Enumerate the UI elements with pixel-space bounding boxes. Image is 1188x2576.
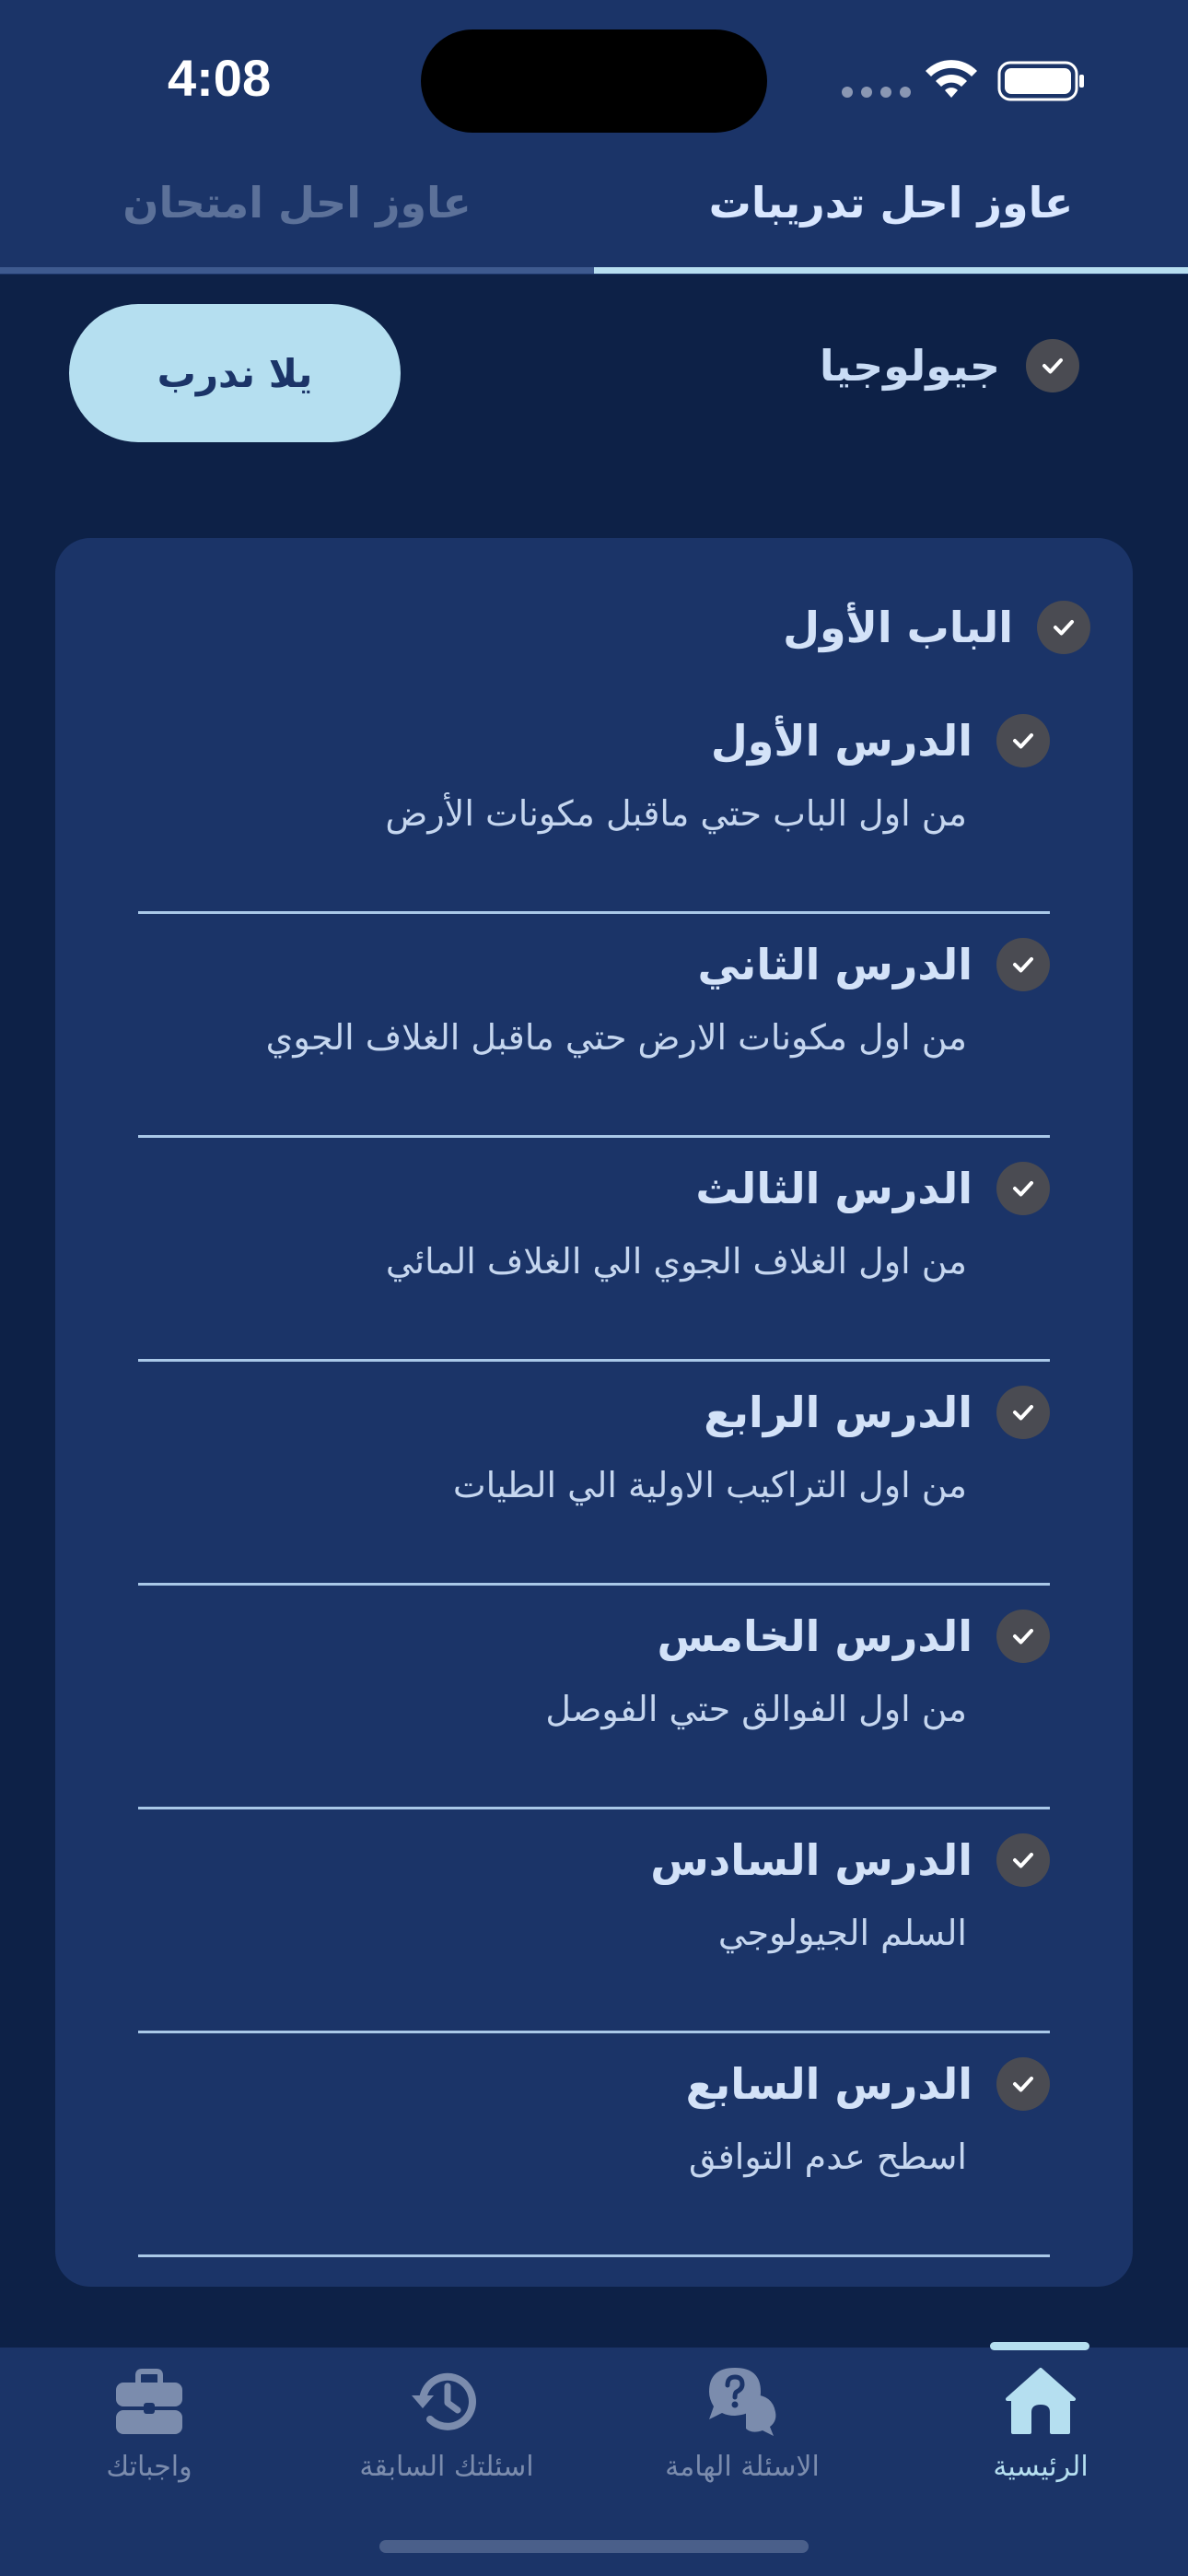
lesson-title: الدرس الرابع <box>704 1388 973 1437</box>
lesson-description: من اول الغلاف الجوي الي الغلاف المائي <box>385 1241 967 1282</box>
lesson-item[interactable] <box>138 914 1050 1138</box>
check-circle-icon <box>996 1833 1050 1887</box>
history-icon <box>410 2364 483 2438</box>
home-indicator[interactable] <box>379 2540 809 2553</box>
lesson-description: من اول التراكيب الاولية الي الطيات <box>452 1465 967 1505</box>
lesson-item[interactable] <box>138 1809 1050 2033</box>
check-circle-icon <box>1037 601 1090 654</box>
lesson-description: السلم الجيولوجي <box>717 1913 967 1953</box>
chapter-header[interactable] <box>783 601 1090 654</box>
nav-label-important-questions: الاسئلة الهامة <box>665 2451 820 2483</box>
tab-exercises[interactable]: عاوز احل تدريبات <box>708 178 1074 228</box>
nav-label-previous-questions: اسئلتك السابقة <box>359 2451 534 2483</box>
check-circle-icon <box>1026 339 1079 392</box>
lesson-title: الدرس الثاني <box>697 940 973 989</box>
check-circle-icon <box>996 714 1050 767</box>
check-circle-icon <box>996 1162 1050 1215</box>
nav-active-indicator <box>990 2342 1089 2350</box>
check-circle-icon <box>996 938 1050 991</box>
nav-item-homework[interactable] <box>11 2364 287 2483</box>
lesson-item[interactable] <box>138 1586 1050 1809</box>
nav-item-important-questions[interactable] <box>604 2364 880 2483</box>
lesson-description: من اول الفوالق حتي الفوصل <box>545 1689 967 1729</box>
lesson-item[interactable] <box>138 2033 1050 2257</box>
dynamic-island <box>421 29 767 133</box>
lesson-description: من اول الباب حتي ماقبل مكونات الأرض <box>385 793 967 834</box>
tab-exam[interactable]: عاوز احل امتحان <box>122 178 472 228</box>
nav-item-previous-questions[interactable] <box>309 2364 585 2483</box>
lesson-description: من اول مكونات الارض حتي ماقبل الغلاف الجوي <box>265 1017 967 1058</box>
chapter-label: الباب الأول <box>783 603 1013 652</box>
tab-underline-inactive <box>0 267 594 274</box>
check-circle-icon <box>996 1386 1050 1439</box>
nav-label-home: الرئيسية <box>993 2451 1089 2483</box>
check-circle-icon <box>996 1610 1050 1663</box>
lesson-item[interactable] <box>138 690 1050 914</box>
wifi-icon <box>923 57 980 101</box>
status-time: 4:08 <box>168 49 272 107</box>
lesson-title: الدرس الأول <box>710 716 973 766</box>
lesson-title: الدرس الخامس <box>657 1611 973 1661</box>
subject-label: جيولوجيا <box>819 341 1000 391</box>
cellular-signal-icon <box>842 87 911 98</box>
nav-item-home[interactable] <box>903 2364 1179 2483</box>
battery-icon <box>997 61 1086 101</box>
lesson-item[interactable] <box>138 1362 1050 1586</box>
lesson-title: الدرس السابع <box>685 2059 973 2109</box>
lesson-title: الدرس الثالث <box>695 1164 973 1213</box>
check-circle-icon <box>996 2057 1050 2111</box>
home-icon <box>1004 2364 1077 2438</box>
start-practice-button[interactable]: يلا ندرب <box>69 304 401 442</box>
divider <box>138 2254 1050 2257</box>
lesson-description: اسطح عدم التوافق <box>688 2137 967 2177</box>
tab-underline-active <box>594 267 1188 274</box>
lesson-item[interactable] <box>138 1138 1050 1362</box>
lesson-title: الدرس السادس <box>650 1835 973 1885</box>
subject-selector[interactable] <box>820 339 1079 392</box>
nav-label-homework: واجباتك <box>106 2451 192 2483</box>
briefcase-icon <box>112 2364 186 2438</box>
question-chat-icon <box>705 2364 779 2438</box>
